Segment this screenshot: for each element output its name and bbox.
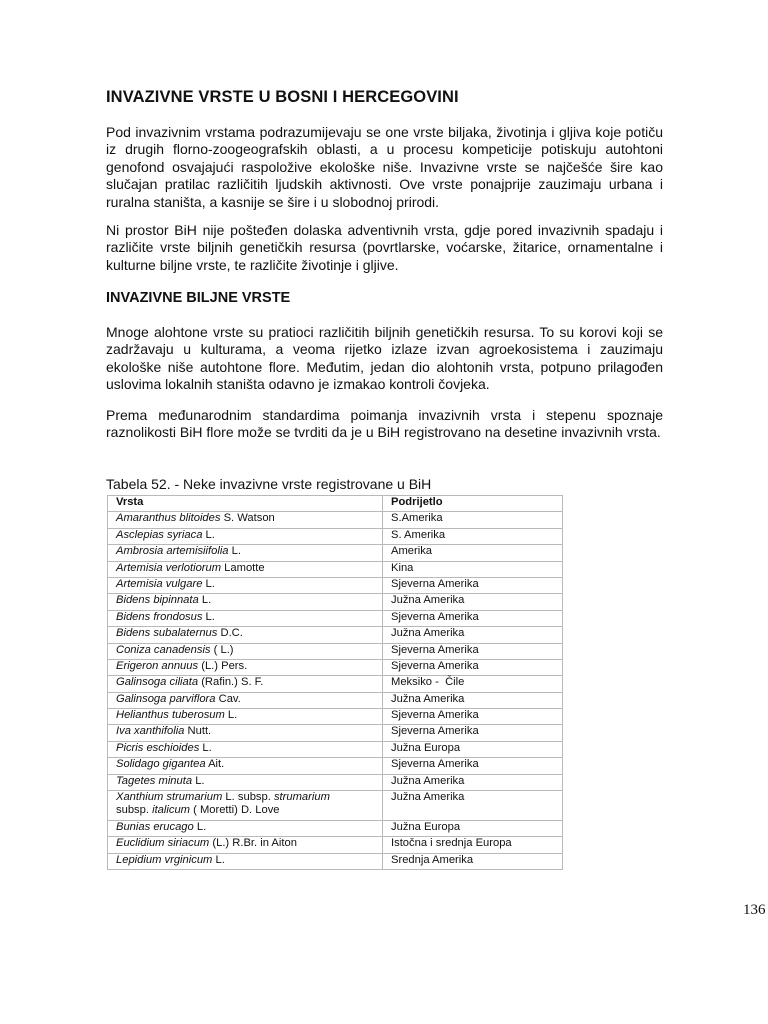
species-cell xyxy=(108,659,383,675)
species-cell xyxy=(108,692,383,708)
header-vrsta: Vrsta xyxy=(108,496,383,512)
table-row xyxy=(108,758,563,774)
species-author: Cav. xyxy=(215,692,241,705)
table-row xyxy=(108,643,563,659)
section-heading: INVAZIVNE BILJNE VRSTE xyxy=(106,290,291,306)
origin-cell: S. Amerika xyxy=(383,528,563,544)
origin-cell: Sjeverna Amerika xyxy=(383,643,563,659)
species-cell xyxy=(108,791,383,821)
species-author: Ait. xyxy=(205,758,225,771)
species-author: L. xyxy=(199,741,212,754)
origin-cell: Južna Amerika xyxy=(383,627,563,643)
table-row xyxy=(108,725,563,741)
origin-cell: Kina xyxy=(383,561,563,577)
species-name: Lepidium vrginicum xyxy=(116,853,213,866)
table-row xyxy=(108,741,563,757)
table-row xyxy=(108,853,563,869)
species-author: L. xyxy=(202,577,215,590)
species-name: Helianthus tuberosum xyxy=(116,709,225,722)
species-name: Artemisia verlotiorum xyxy=(116,561,222,574)
table-row xyxy=(108,692,563,708)
species-name: Bidens frondosus xyxy=(116,610,203,623)
table-row xyxy=(108,545,563,561)
table-header-row xyxy=(108,496,563,512)
species-cell xyxy=(108,725,383,741)
species-author: L. xyxy=(224,709,238,722)
header-podrijetlo: Podrijetlo xyxy=(383,496,563,512)
origin-cell: Sjeverna Amerika xyxy=(383,709,563,725)
origin-cell: Sjeverna Amerika xyxy=(383,659,563,675)
species-cell xyxy=(108,545,383,561)
species-table xyxy=(107,495,563,870)
species-name: Coniza canadensis xyxy=(116,643,211,656)
species-name: Ambrosia artemisiifolia xyxy=(116,545,229,558)
species-cell xyxy=(108,741,383,757)
origin-cell: Srednja Amerika xyxy=(383,853,563,869)
species-cell xyxy=(108,512,383,528)
table-row xyxy=(108,676,563,692)
species-cell xyxy=(108,837,383,853)
species-name: Solidago gigantea xyxy=(116,758,206,771)
species-author: L. xyxy=(198,594,212,607)
page-number: 136 xyxy=(743,902,766,918)
species-name: Amaranthus blitoides xyxy=(116,512,221,525)
species-name: Bunias erucago xyxy=(116,821,194,834)
table-row xyxy=(108,659,563,675)
species-name: Erigeron annuus xyxy=(116,659,199,672)
species-name: Galinsoga ciliata xyxy=(116,676,199,689)
origin-cell: Južna Europa xyxy=(383,741,563,757)
origin-cell: Sjeverna Amerika xyxy=(383,758,563,774)
table-row xyxy=(108,791,563,821)
species-name: Asclepias syriaca xyxy=(116,528,203,541)
species-author: S. Watson xyxy=(220,512,275,525)
paragraph-alohtone: Mnoge alohtone vrste su pratioci različitih biljnih genetičkih resursa. To su korovi koji se zadržavaju u kulturama, a veoma rijetko izlaze izvan agroekosistema i zauzimaju ekološke niše autohtone flore. Međutim, jedan dio alohtonih vrsta, potpuno prilagođen uslovima lokalnih staništa odavno je izmakao kontroli čovjeka. xyxy=(106,324,663,393)
origin-cell: Sjeverna Amerika xyxy=(383,725,563,741)
species-cell xyxy=(108,758,383,774)
table-row xyxy=(108,512,563,528)
table-row xyxy=(108,561,563,577)
species-name: Euclidium siriacum xyxy=(116,837,210,850)
species-author: L. xyxy=(193,821,207,834)
table-row xyxy=(108,821,563,837)
origin-cell: Južna Amerika xyxy=(383,791,563,821)
table-row xyxy=(108,610,563,626)
paragraph-bih: Ni prostor BiH nije pošteđen dolaska adventivnih vrsta, gdje pored invazivnih spadaju i različite vrste biljnih genetičkih resursa (povrtlarske, voćarske, žitarice, ornamentalne i kulturne biljne vrste, te različite životinje i gljive. xyxy=(106,222,663,273)
species-name: Artemisia vulgare xyxy=(116,577,203,590)
species-author: L. xyxy=(202,528,215,541)
species-cell xyxy=(108,709,383,725)
species-author: L. xyxy=(192,774,205,787)
table-row xyxy=(108,577,563,593)
species-cell xyxy=(108,676,383,692)
origin-cell: Sjeverna Amerika xyxy=(383,577,563,593)
table-row xyxy=(108,837,563,853)
species-cell xyxy=(108,643,383,659)
subspecies-name: strumarium xyxy=(273,791,330,804)
species-name: Galinsoga parviflora xyxy=(116,692,216,705)
species-name: Tagetes minuta xyxy=(116,774,193,787)
species-name: Xanthium strumarium xyxy=(116,791,223,804)
subspecies-name: italicum xyxy=(152,804,190,817)
origin-cell: Amerika xyxy=(383,545,563,561)
table-row xyxy=(108,774,563,790)
paragraph-intro: Pod invazivnim vrstama podrazumijevaju se one vrste biljaka, životinja i gljiva koje potiču iz drugih florno-zoogeografskih oblasti, a u procesu kompeticije potiskuju autohtoni genofond osvajajući raspoložive ekološke niše. Invazivne vrste se najčešće šire kao slučajan pratilac različitih ljudskih aktivnosti. Ove vrste ponajprije zauzimaju urbana i ruralna staništa, a kasnije se šire i u slobodnoj prirodi. xyxy=(106,124,663,210)
species-author: L. subsp. xyxy=(222,791,274,804)
page-title: INVAZIVNE VRSTE U BOSNI I HERCEGOVINI xyxy=(106,88,459,106)
subspecies-prefix: subsp. xyxy=(116,804,153,817)
species-name: Bidens subalaternus xyxy=(116,627,218,640)
species-author: (L.) R.Br. in Aiton xyxy=(209,837,297,850)
paragraph-standards: Prema međunarodnim standardima poimanja invazivnih vrsta i stepenu spoznaje raznolikosti BiH flore može se tvrditi da je u BiH registrovano na desetine invazivnih vrsta. xyxy=(106,407,663,441)
species-name: Picris eschioides xyxy=(116,741,200,754)
table-row xyxy=(108,528,563,544)
origin-cell: Istočna i srednja Europa xyxy=(383,837,563,853)
species-author: ( L.) xyxy=(210,643,234,656)
species-cell xyxy=(108,774,383,790)
species-cell xyxy=(108,821,383,837)
species-author: Lamotte xyxy=(221,561,265,574)
species-cell xyxy=(108,610,383,626)
origin-cell: S.Amerika xyxy=(383,512,563,528)
species-name: Iva xanthifolia xyxy=(116,725,185,738)
species-author: (L.) Pers. xyxy=(198,659,248,672)
table-row xyxy=(108,627,563,643)
species-cell xyxy=(108,561,383,577)
table-caption: Tabela 52. - Neke invazivne vrste registrovane u BiH xyxy=(106,476,432,492)
species-author: L. xyxy=(202,610,215,623)
table-row xyxy=(108,594,563,610)
table-row xyxy=(108,709,563,725)
origin-cell: Južna Amerika xyxy=(383,594,563,610)
origin-cell: Južna Amerika xyxy=(383,692,563,708)
species-author: L. xyxy=(228,545,241,558)
species-cell xyxy=(108,853,383,869)
species-name: Bidens bipinnata xyxy=(116,594,199,607)
species-author: L. xyxy=(212,853,225,866)
origin-cell: Meksiko - Čile xyxy=(383,676,563,692)
origin-cell: Sjeverna Amerika xyxy=(383,610,563,626)
species-cell xyxy=(108,528,383,544)
origin-cell: Južna Amerika xyxy=(383,774,563,790)
species-author: (Rafin.) S. F. xyxy=(198,676,264,689)
species-author: D.C. xyxy=(217,627,243,640)
species-cell xyxy=(108,594,383,610)
species-author: Nutt. xyxy=(184,725,212,738)
subspecies-author: ( Moretti) D. Love xyxy=(190,804,280,817)
species-cell xyxy=(108,577,383,593)
species-cell xyxy=(108,627,383,643)
origin-cell: Južna Europa xyxy=(383,821,563,837)
